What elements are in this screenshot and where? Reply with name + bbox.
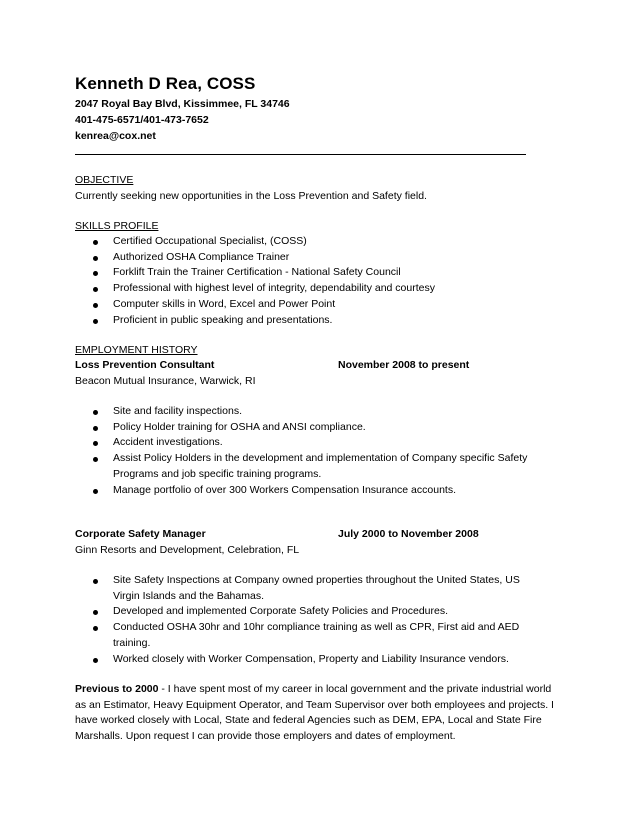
skill-text: Forklift Train the Trainer Certification - National Safety Council <box>113 266 401 279</box>
bullet-icon <box>93 626 98 631</box>
bullet-icon <box>93 287 98 292</box>
bullet-icon <box>93 658 98 663</box>
skill-text: Authorized OSHA Compliance Trainer <box>113 250 290 263</box>
job-title: Loss Prevention Consultant <box>75 359 215 371</box>
duty-text: Assist Policy Holders in the development and implementation of Company specific Safety Programs and job specific training programs. <box>113 452 528 480</box>
list-item <box>0 297 533 313</box>
duty-text: Accident investigations. <box>113 436 223 449</box>
email: kenrea@cox.net <box>75 130 156 142</box>
duty-text: Policy Holder training for OSHA and ANSI compliance. <box>113 420 366 433</box>
address: 2047 Royal Bay Blvd, Kissimmee, FL 34746 <box>75 98 290 110</box>
skill-text: Certified Occupational Specialist, (COSS) <box>113 235 307 247</box>
bullet-icon <box>93 240 98 245</box>
bullet-icon <box>93 457 98 462</box>
candidate-name: Kenneth D Rea, COSS <box>75 74 256 93</box>
job-duties-list <box>0 404 638 498</box>
job-dates: November 2008 to present <box>338 359 470 371</box>
duty-text: Site Safety Inspections at Company owned properties throughout the United States, US Virgin Islands and the Bahamas. <box>113 574 520 602</box>
list-item <box>0 604 533 620</box>
bullet-icon <box>93 410 98 415</box>
job-title: Corporate Safety Manager <box>75 528 206 540</box>
duty-text: Worked closely with Worker Compensation, Property and Liability Insurance vendors. <box>113 652 509 665</box>
header-divider <box>75 154 526 155</box>
previous-text: - I have spent most of my career in local government and the private industrial world as an Estimator, Heavy Equipment Operator, and Team Supervisor over both employees and projects. I have worked closely with Local, State and federal Agencies such as DEM, EPA, Local and State Fire Marshalls. Upon request I can provide those employers and dates of employment. <box>75 683 554 743</box>
duty-text: Site and facility inspections. <box>113 405 242 417</box>
duty-text: Manage portfolio of over 300 Workers Compensation Insurance accounts. <box>113 483 456 496</box>
phone: 401-475-6571/401-473-7652 <box>75 114 209 126</box>
objective-heading: OBJECTIVE <box>75 174 134 186</box>
objective-text: Currently seeking new opportunities in the Loss Prevention and Safety field. <box>75 190 427 202</box>
bullet-icon <box>93 303 98 308</box>
skill-text: Computer skills in Word, Excel and Power Point <box>113 297 336 310</box>
list-item <box>0 250 533 266</box>
previous-label: Previous to 2000 <box>75 683 159 695</box>
bullet-icon <box>93 610 98 615</box>
bullet-icon <box>93 319 98 324</box>
list-item <box>0 620 533 651</box>
bullet-icon <box>93 441 98 446</box>
bullet-icon <box>93 489 98 494</box>
job-company: Beacon Mutual Insurance, Warwick, RI <box>75 375 256 387</box>
bullet-icon <box>93 256 98 261</box>
list-item <box>0 404 533 420</box>
list-item <box>0 281 533 297</box>
job-dates: July 2000 to November 2008 <box>338 528 479 540</box>
employment-heading: EMPLOYMENT HISTORY <box>75 344 198 356</box>
skills-heading: SKILLS PROFILE <box>75 220 159 232</box>
list-item <box>0 451 533 482</box>
list-item <box>0 313 533 329</box>
list-item <box>0 435 533 451</box>
list-item <box>0 652 533 668</box>
skill-text: Proficient in public speaking and presentations. <box>113 313 333 326</box>
job-company: Ginn Resorts and Development, Celebration, FL <box>75 544 300 556</box>
skills-list <box>0 234 638 328</box>
list-item <box>0 420 533 436</box>
job-duties-list <box>0 573 638 667</box>
list-item <box>0 265 533 281</box>
previous-experience <box>75 682 560 745</box>
skill-text: Professional with highest level of integrity, dependability and courtesy <box>113 282 435 295</box>
bullet-icon <box>93 579 98 584</box>
list-item <box>0 483 533 499</box>
duty-text: Conducted OSHA 30hr and 10hr compliance training as well as CPR, First aid and AED training. <box>113 621 520 649</box>
duty-text: Developed and implemented Corporate Safety Policies and Procedures. <box>113 605 449 618</box>
bullet-icon <box>93 271 98 276</box>
list-item <box>0 573 533 604</box>
bullet-icon <box>93 426 98 431</box>
list-item <box>0 234 533 250</box>
